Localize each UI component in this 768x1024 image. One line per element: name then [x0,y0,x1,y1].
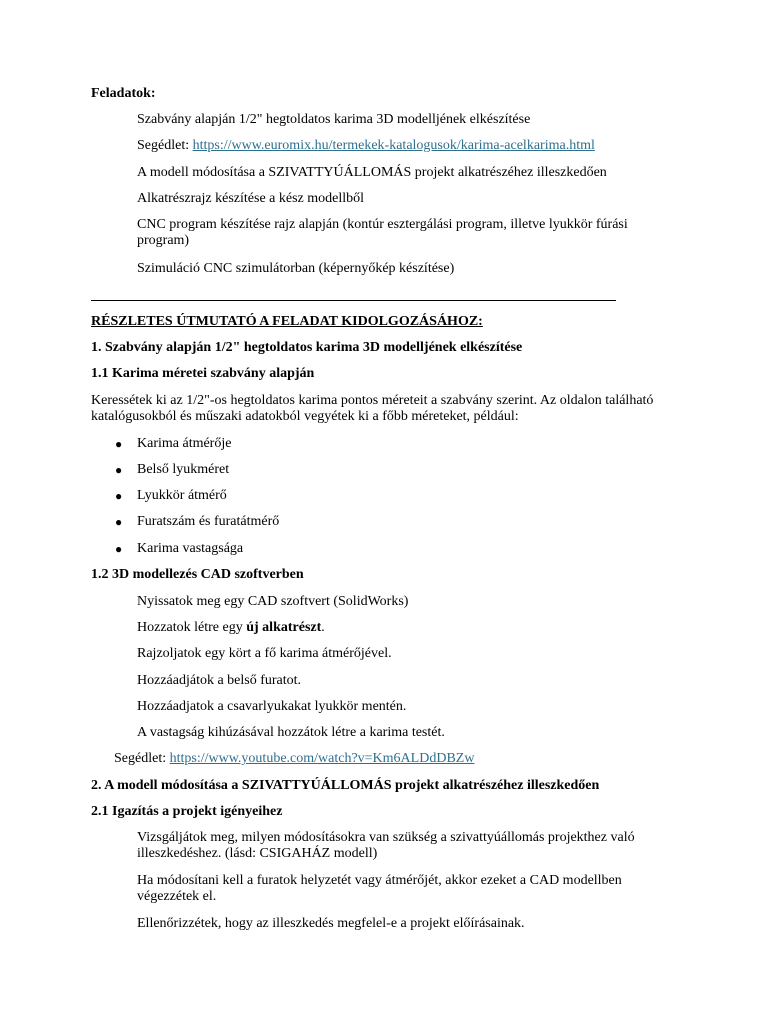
bullet-dot: ● [115,542,123,556]
guide-title: RÉSZLETES ÚTMUTATÓ A FELADAT KIDOLGOZÁSÁHOZ: [91,314,483,329]
task-item-4: CNC program készítése rajz alapján (kontúr esztergálási program, illetve lyukkör fúrási program) [137,217,628,248]
euromix-link[interactable]: https://www.euromix.hu/termekek-katalogusok/karima-acelkarima.html [192,138,595,153]
section-2-1-title: 2.1 Igazítás a projekt igényeihez [91,804,283,819]
help-label: Segédlet: [137,138,193,153]
step-2-bold: új alkatrészt [246,620,322,635]
task-item-5: Szimuláció CNC szimulátorban (képernyőkép készítése) [137,261,455,276]
bullet-item-4: Furatszám és furatátmérő [137,514,280,529]
section-2-1-paragraph-1: Vizsgáljátok meg, milyen módosításokra van szükség a szivattyúállomás projekthez való illeszkedéshez. (lásd: CSIGAHÁZ modell) [137,830,635,861]
bullet-item-1: Karima átmérője [137,436,232,451]
step-6: A vastagság kihúzásával hozzátok létre a karima testét. [137,725,445,740]
section-1-1-title: 1.1 Karima méretei szabvány alapján [91,366,315,381]
section-2-1-paragraph-2: Ha módosítani kell a furatok helyzetét vagy átmérőjét, akkor ezeket a CAD modellben végezzétek el. [137,873,622,904]
bullet-item-2: Belső lyukméret [137,462,230,477]
youtube-link[interactable]: https://www.youtube.com/watch?v=Km6ALDdDBZw [169,751,475,766]
task-item-2: A modell módosítása a SZIVATTYÚÁLLOMÁS projekt alkatrészéhez illeszkedően [137,165,607,180]
task-help-line [137,138,657,154]
bullet-dot: ● [115,515,123,529]
section-2-title: 2. A modell módosítása a SZIVATTYÚÁLLOMÁS projekt alkatrészéhez illeszkedően [91,778,600,793]
bullet-item-3: Lyukkör átmérő [137,488,227,503]
step-4: Hozzáadjátok a belső furatot. [137,673,302,688]
section-1-2-title: 1.2 3D modellezés CAD szoftverben [91,567,304,582]
bullet-dot: ● [115,437,123,451]
bullet-dot: ● [115,463,123,477]
task-item-3: Alkatrészrajz készítése a kész modellből [137,191,365,206]
task-item-1: Szabvány alapján 1/2" hegtoldatos karima 3D modelljének elkészítése [137,112,531,127]
step-1: Nyissatok meg egy CAD szoftvert (SolidWorks) [137,594,409,609]
section-1-title: 1. Szabvány alapján 1/2" hegtoldatos karima 3D modelljének elkészítése [91,340,523,355]
bullet-dot: ● [115,489,123,503]
bullet-item-5: Karima vastagsága [137,541,244,556]
tasks-heading: Feladatok: [91,86,156,101]
step-2-pre: Hozzatok létre egy [137,620,247,635]
help-label: Segédlet: [114,751,170,766]
section-2-1-paragraph-3: Ellenőrizzétek, hogy az illeszkedés megfelel-e a projekt előírásainak. [137,916,525,931]
section-1-1-paragraph: Keressétek ki az 1/2"-os hegtoldatos karima pontos méreteit a szabvány szerint. Az oldalon található katalógusokból és műszaki adatokból vegyétek ki a főbb méreteket, például: [91,393,654,424]
step-5: Hozzáadjatok a csavarlyukakat lyukkör mentén. [137,699,407,714]
guide-help-line [114,751,674,767]
step-3: Rajzoljatok egy kört a fő karima átmérőjével. [137,646,392,661]
step-2-post: . [321,620,325,635]
horizontal-rule [91,300,616,301]
step-2 [137,620,657,636]
